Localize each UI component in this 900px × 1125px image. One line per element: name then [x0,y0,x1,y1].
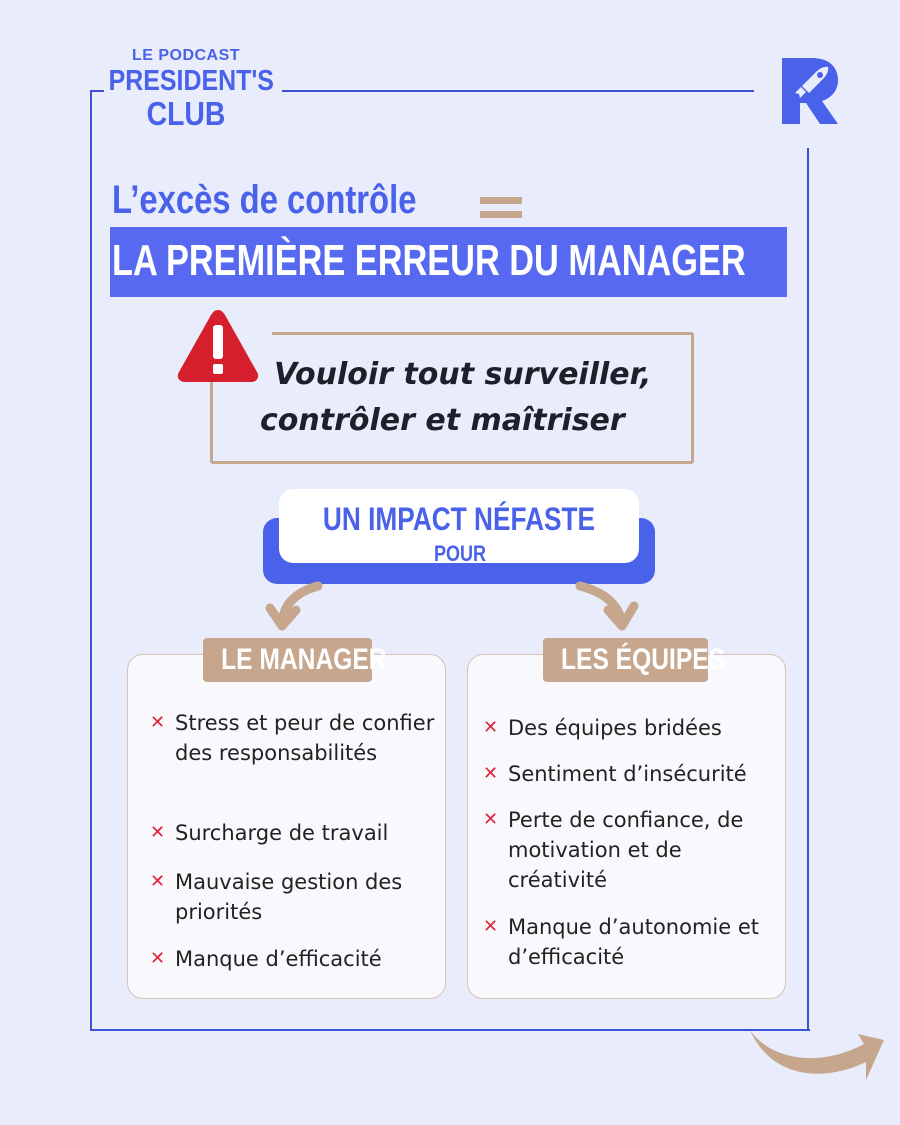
list-item [483,759,776,789]
equals-sign [480,197,522,204]
podcast-name-line1: PRESIDENT'S [108,65,274,97]
frame-right [807,148,809,1031]
list-item-text: Perte de confiance, de motivation et de créativité [508,808,744,892]
list-item [150,818,435,848]
list-item [483,805,776,895]
list-item [150,867,439,927]
frame-left [90,90,92,1030]
podcast-logo [96,48,276,130]
teams-tag-label: LES ÉQUIPES [561,643,726,676]
list-item-text: Des équipes bridées [508,716,722,740]
impact-title: UN IMPACT NÉFASTE [322,501,596,537]
curved-arrow-icon [750,1030,884,1080]
list-item-text: Manque d’efficacité [175,947,382,971]
manager-tag [203,638,387,682]
headline-line: L’excès de contrôle [112,178,417,222]
warning-triangle-icon [176,306,260,384]
warning-text-line1: Vouloir tout surveiller, [274,357,652,392]
cross-icon: ✕ [150,822,166,843]
cross-icon: ✕ [483,916,499,937]
cross-icon: ✕ [150,712,166,733]
cross-icon: ✕ [483,763,499,784]
list-item [483,713,776,743]
cross-icon: ✕ [150,871,166,892]
rocket-logo-icon [776,52,842,128]
list-item [150,944,435,974]
banner-text: LA PREMIÈRE ERREUR DU MANAGER [112,236,746,285]
warning-text [260,352,680,444]
teams-tag [543,638,726,682]
list-item-text: Surcharge de travail [175,821,389,845]
equals-sign [480,211,522,218]
list-item [483,912,776,972]
frame-bottom [90,1029,810,1031]
curved-arrow-icon [270,586,318,626]
frame-top-right [282,90,754,92]
list-item-text: Sentiment d’insécurité [508,762,747,786]
podcast-name-line2: CLUB [146,95,226,132]
cross-icon: ✕ [483,809,499,830]
impact-subtitle: POUR [433,541,487,566]
cross-icon: ✕ [483,717,499,738]
warning-text-line2: contrôler et maîtriser [260,403,625,438]
podcast-prefix: LE PODCAST [131,47,241,64]
manager-tag-label: LE MANAGER [221,643,387,676]
list-item-text: Manque d’autonomie et d’efficacité [508,915,759,969]
list-item-text: Mauvaise gestion des priorités [175,870,403,924]
list-item-text: Stress et peur de confier des responsabilités [175,711,435,765]
list-item [150,708,435,768]
cross-icon: ✕ [150,948,166,969]
curved-arrow-icon [580,586,634,626]
